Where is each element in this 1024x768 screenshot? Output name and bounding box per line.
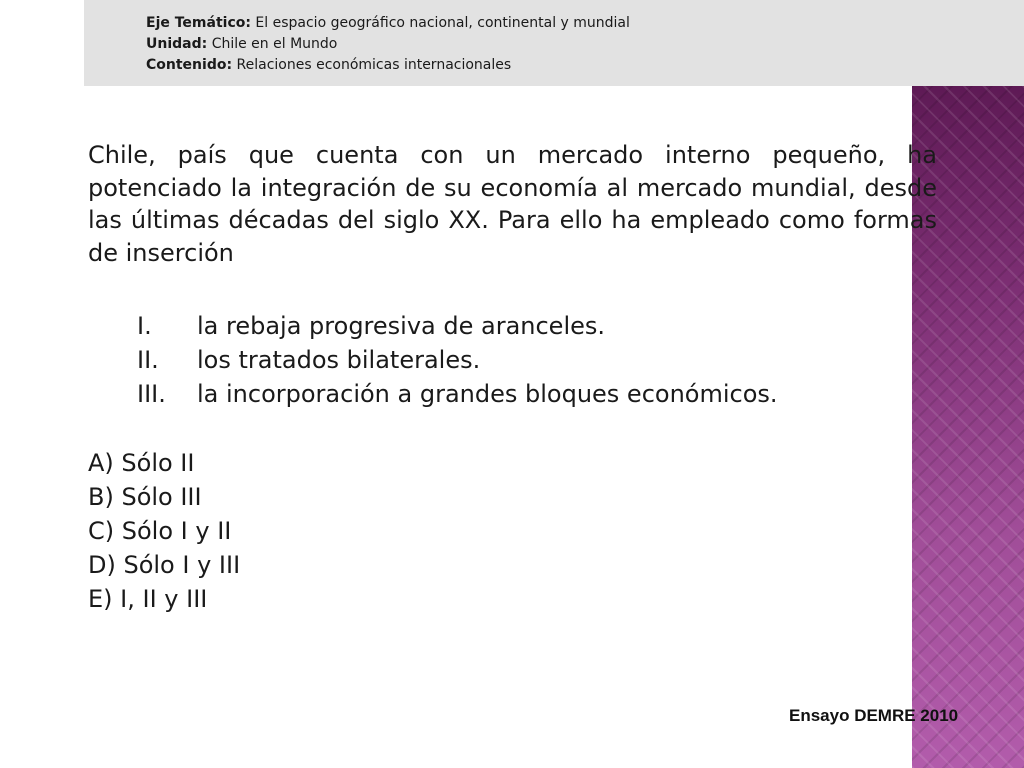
contenido-value: Relaciones económicas internacionales	[236, 57, 512, 73]
alternative-e: E) I, II y III	[88, 585, 208, 613]
statement-number: III.	[137, 380, 166, 408]
statement-text: la rebaja progresiva de aranceles.	[197, 312, 606, 340]
statement-text: los tratados bilaterales.	[197, 346, 481, 374]
statement-number: I.	[137, 312, 152, 340]
statement-number: II.	[137, 346, 159, 374]
alternative-d: D) Sólo I y III	[88, 551, 241, 579]
question-text: Chile, país que cuenta con un mercado interno pequeño, ha potenciado la integración de su economía al mercado mundial, desde las últimas décadas del siglo XX. Para ello ha empleado como formas de inserción	[88, 141, 937, 267]
statement-item	[137, 343, 778, 377]
unidad-label: Unidad:	[146, 36, 208, 52]
eje-label: Eje Temático:	[146, 15, 251, 31]
statement-item	[137, 377, 778, 411]
source-label: Ensayo DEMRE 2010	[789, 706, 959, 725]
header-contenido	[146, 55, 511, 75]
header-unidad	[146, 34, 337, 54]
contenido-label: Contenido:	[146, 57, 233, 73]
alternative-a: A) Sólo II	[88, 449, 195, 477]
statements-list	[137, 309, 778, 411]
header-eje	[146, 13, 630, 33]
alternative-b: B) Sólo III	[88, 483, 202, 511]
answer-alternatives	[88, 446, 240, 616]
statement-text: la incorporación a grandes bloques económicos.	[197, 380, 778, 408]
statement-item	[137, 309, 778, 343]
alternative-c: C) Sólo I y II	[88, 517, 232, 545]
eje-value: El espacio geográfico nacional, continental y mundial	[255, 15, 630, 31]
unidad-value: Chile en el Mundo	[211, 36, 338, 52]
